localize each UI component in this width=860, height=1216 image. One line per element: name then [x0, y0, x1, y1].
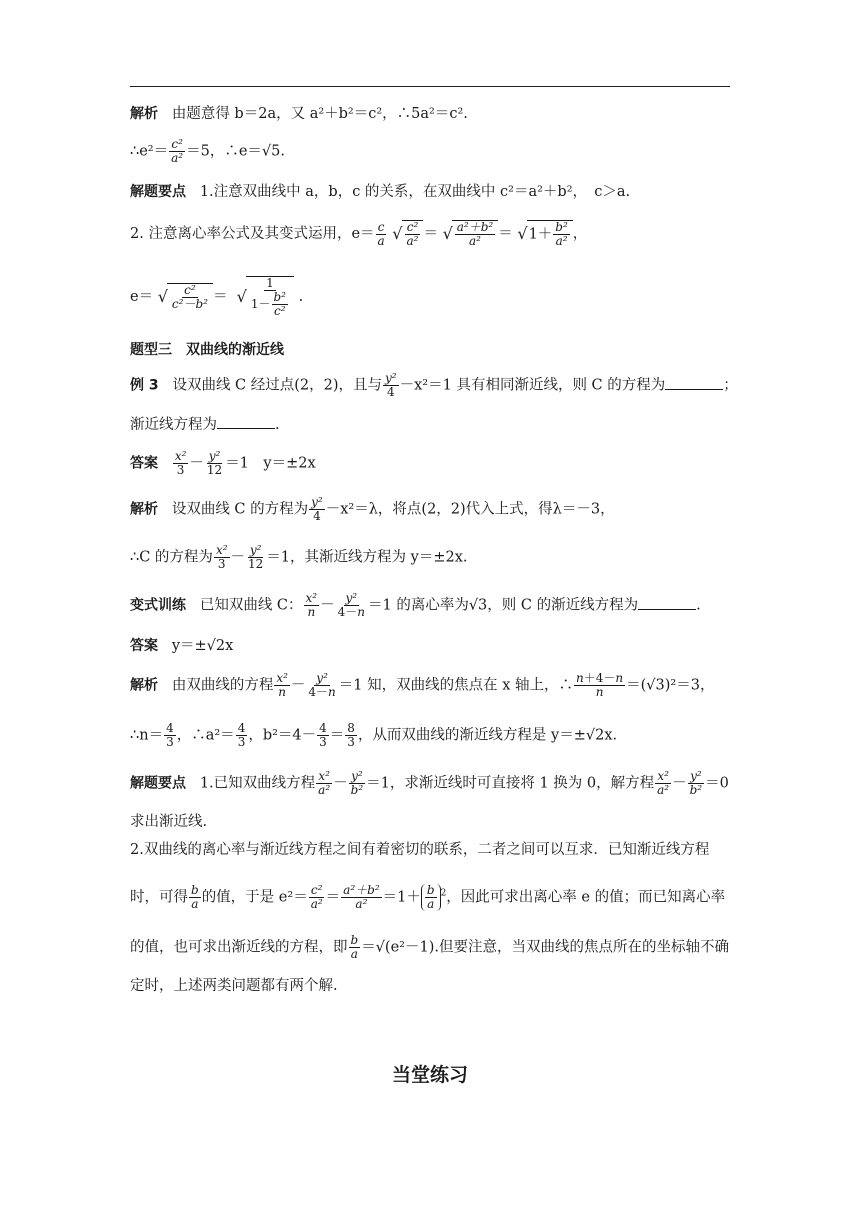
- key-points-1-line-1: [130, 182, 730, 202]
- analysis-label: 解析: [130, 677, 158, 694]
- e-label: e＝: [130, 289, 154, 305]
- key-points-1-line-2: 2. 注意离心率公式及其变式运用，e＝ $\frac{c}{a}$ √ $\frac{\text{c²}}{\text{a²}}$ ＝ √ $\frac{\text{a²＋b²}}{\text{a²}}$ ＝ √1＋ $\frac{\text{b²}}{\text{a²}}$ ，: [130, 219, 588, 248]
- example-3-text-a: 设双曲线 C 经过点(2，2)，且与: [172, 377, 383, 394]
- key-points-2-line-4: 时，可得 $\frac{b}{a}$ 的值，于是 e²＝ $\frac{\text{c²}}{\text{a²}}$ ＝ $\frac{\text{a²＋b²}}{\text{a²}}$ ＝1＋ $\frac{b}{a}$ $^2$，因此可求出离心率 e 的值；而已知离心率: [130, 883, 726, 911]
- example-3-text-b: －x²＝1 具有相同渐近线，则 C 的方程为: [399, 377, 666, 394]
- analysis-3-text-b: ＝1 知，双曲线的焦点在 x 轴上，∴: [338, 677, 574, 694]
- key-points-2-text-i: 的值，也可求出渐近线的方程，即: [130, 939, 348, 956]
- analysis-label: 解析: [130, 106, 158, 122]
- analysis-3-text-a: 由双曲线的方程: [171, 677, 274, 694]
- key-points-2-line-3: 2.双曲线的离心率与渐近线方程之间有着密切的联系，二者之间可以互求．已知渐近线方程: [130, 842, 710, 858]
- example-3-line-1: [130, 371, 738, 399]
- analysis-2-line-2: ∴C 的方程为 $\frac{\text{x²}}{3}$ － $\frac{\text{y²}}{12}$ ＝1，其渐近线方程为 y＝±2x.: [130, 543, 468, 571]
- analysis-2-text-a: 设双曲线 C 的方程为: [171, 501, 309, 518]
- key-points-1-text-2: 2. 注意离心率公式及其变式运用，e＝: [130, 226, 375, 242]
- fraction: $\frac{\text{y²}}{4}$: [385, 371, 397, 399]
- key-points-1-text: 1.注意双曲线中 a，b，c 的关系，在双曲线中 c²＝a²＋b²， c＞a.: [199, 184, 631, 200]
- section-title: 题型三 双曲线的渐近线: [130, 342, 284, 358]
- answer-blank: [665, 375, 723, 390]
- answer-2-line: [130, 636, 730, 656]
- analysis-3-text-g: ＝: [329, 727, 345, 744]
- top-rule: [130, 86, 730, 87]
- answer-label: 答案: [130, 455, 158, 472]
- key-points-2-text-h: ，因此可求出离心率 e 的值；而已知离心率: [446, 889, 726, 906]
- analysis-label: 解析: [130, 501, 158, 518]
- key-points-label: 解题要点: [130, 775, 186, 792]
- variant-label: 变式训练: [130, 597, 186, 614]
- example-3-text-d: 渐近线方程为: [130, 417, 217, 433]
- answer-blank: [217, 414, 275, 429]
- variant-text-b: ＝1 的离心率为√3，则 C 的渐近线方程为: [367, 597, 639, 614]
- example-3-line-2: [130, 414, 730, 435]
- variant-training-line: 变式训练 已知双曲线 C： $\frac{\text{x²}}{n}$ － $\frac{\text{y²}}{4-n}$ ＝1 的离心率为√3，则 C 的渐近线方程为 .: [130, 591, 701, 619]
- example-label: 例 3: [130, 377, 159, 394]
- answer-1-text: ＝1 y＝±2x: [225, 455, 316, 472]
- analysis-3-text-f: ，b²＝4－: [248, 727, 317, 744]
- key-points-1-line-3: e＝ √ $\frac{\text{c²}}{\text{c²－b²}}$ ＝ √ 1 1－ $\frac{\text{b²}}{\text{c²}}$ .: [130, 276, 304, 318]
- analysis-3-text-h: ，从而双曲线的渐近线方程是 y＝±√2x.: [357, 727, 618, 744]
- variant-text-a: 已知双曲线 C：: [199, 597, 303, 614]
- analysis-3-line-2: ∴n＝ $\frac{4}{3}$ ，∴a²＝ $\frac{4}{3}$ ，b²＝4－ $\frac{4}{3}$ ＝ $\frac{8}{3}$ ，从而双曲线的渐近线方程是 y＝±√2x.: [130, 721, 618, 749]
- analysis-2-line-1: 解析 设双曲线 C 的方程为 $\frac{\text{y²}}{4}$ －x²＝λ，将点(2，2)代入上式，得λ＝－3，: [130, 495, 615, 523]
- analysis-3-text-c: ＝(√3)²＝3，: [626, 677, 715, 694]
- analysis-1-line-1: [130, 104, 730, 124]
- answer-1-line: 答案 $\frac{\text{x²}}{3}$ － $\frac{\text{y²}}{12}$ ＝1 y＝±2x: [130, 449, 316, 477]
- variant-text-c: .: [696, 597, 701, 614]
- analysis-2-text-d: ＝1，其渐近线方程为 y＝±2x.: [266, 549, 468, 566]
- answer-2-text: y＝±√2x: [171, 638, 234, 654]
- analysis-3-line-1: 解析 由双曲线的方程 $\frac{\text{x²}}{n}$ － $\frac{\text{y²}}{4-n}$ ＝1 知，双曲线的焦点在 x 轴上，∴ $\frac{n+4-n}{n}$ ＝(√3)²＝3，: [130, 671, 715, 699]
- example-3-text-e: .: [275, 417, 280, 433]
- key-points-2-line-5: 的值，也可求出渐近线的方程，即 $\frac{b}{a}$ ＝√(e²－1).但要注意，当双曲线的焦点所在的坐标轴不确: [130, 933, 729, 961]
- analysis-1-text-a: ∴e²＝: [130, 143, 169, 160]
- key-points-2-line-6: 定时，上述两类问题都有两个解.: [130, 978, 338, 994]
- answer-blank: [638, 595, 696, 610]
- key-points-2-text-g: 的值，于是 e²＝: [201, 889, 308, 906]
- section-heading: 当堂练习: [391, 1064, 468, 1086]
- fraction: $\frac{c}{a}$: [377, 219, 385, 248]
- key-points-2-text-b: ＝1，求渐近线时可直接将 1 换为 0，解方程: [366, 775, 655, 792]
- key-points-2-text-j: ＝√(e²－1).但要注意，当双曲线的焦点所在的坐标轴不确: [361, 939, 729, 956]
- analysis-3-text-d: ∴n＝: [130, 727, 164, 744]
- fraction: $\frac{\text{c²}}{\text{a²}}$: [171, 137, 184, 165]
- analysis-2-text-b: －x²＝λ，将点(2，2)代入上式，得λ＝－3，: [325, 501, 615, 518]
- analysis-1-text: 由题意得 b＝2a，又 a²＋b²＝c²，∴5a²＝c².: [171, 106, 468, 122]
- key-points-2-line-1: 解题要点 1.已知双曲线方程 $\frac{\text{x²}}{\text{a²}}$ － $\frac{\text{y²}}{\text{b²}}$ ＝1，求渐近线时可直接将 1 换为 0，解方程 $\frac{\text{x²}}{\text{a²}}$ － $\frac{\text{y²}}{\text{b²}}$ ＝0: [130, 769, 729, 797]
- key-points-label: 解题要点: [130, 184, 186, 200]
- example-3-text-c: ；: [723, 377, 738, 394]
- analysis-1-line-2: [130, 138, 730, 165]
- key-points-2-text-a: 1.已知双曲线方程: [199, 775, 316, 792]
- analysis-2-text-c: ∴C 的方程为: [130, 549, 213, 566]
- key-points-2-text-c: ＝0: [705, 775, 729, 792]
- analysis-3-text-e: ，∴a²＝: [176, 727, 235, 744]
- key-points-2-text-f: 时，可得: [130, 889, 188, 906]
- answer-label: 答案: [130, 638, 158, 654]
- analysis-1-text-b: ＝5，∴e＝√5.: [186, 143, 285, 160]
- key-points-2-line-2: 求出渐近线.: [130, 814, 208, 830]
